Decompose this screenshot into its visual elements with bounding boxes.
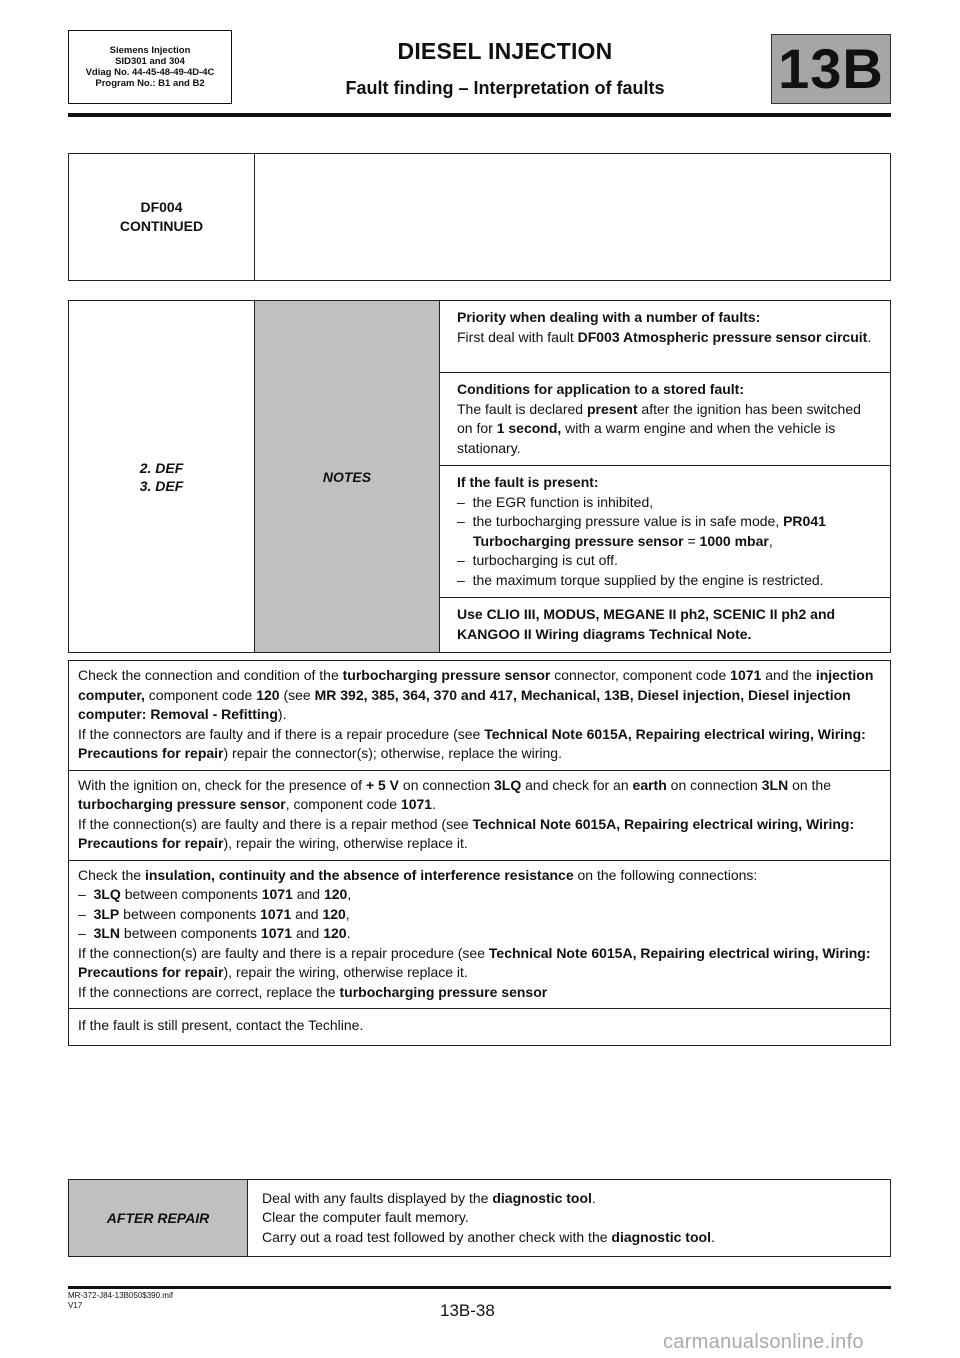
priority-title: Priority when dealing with a number of faults: [457,309,761,325]
step-bold: turbocharging pressure sensor [342,667,551,683]
step-text: With the ignition on, check for the presence of [78,776,366,793]
step-bold: insulation, continuity and the absence of interference resistance [144,866,574,883]
step-bold: 3LQ [494,776,522,793]
connection-item: – 3LN between components 1071 and 120. [78,925,351,941]
notes-table [68,300,891,653]
procedure-table [68,660,891,1046]
component-code: 1071 [260,925,293,941]
page-number: 13B-38 [440,1301,495,1320]
step-text: on connection [666,776,762,793]
step-text: If the connection(s) are faulty and there is a repair method (see [78,815,473,832]
fault-code-table [68,153,891,281]
step-text: between components [120,925,261,941]
item-bold: PR041 Turbocharging pressure sensor [473,513,826,549]
present-item: – the maximum torque supplied by the engine is restricted. [457,571,824,588]
step-text: component code [144,686,257,703]
step-bold: 3LN [761,776,789,793]
present-item: – the turbocharging pressure value is in safe mode, PR041 Turbocharging pressure sensor = 1000 mbar, [457,513,826,549]
notes-label: NOTES [255,301,440,653]
wire-code: 3LN [93,925,121,941]
instruction-bold: diagnostic tool [492,1189,592,1206]
step-text: and [292,886,324,902]
step-text: , [347,886,352,902]
fault-status: CONTINUED [119,218,204,234]
step-text: If the connections are correct, replace the [78,983,340,1000]
step-text: Check the connection and condition of the [78,667,343,683]
step-text: , component code [285,796,401,812]
technical-note-reference: Technical Note 6015A, Repairing electrical wiring, Wiring: Precautions for repair [78,725,866,761]
step-text: on connection [399,776,494,793]
note-text: . [867,328,872,345]
after-repair-table [68,1179,891,1257]
note-text: First deal with fault [457,328,578,345]
procedure-step [69,770,891,860]
technical-note-reference: Technical Note 6015A, Repairing electrical wiring, Wiring: Precautions for repair [78,944,871,980]
step-bold: earth [632,776,667,793]
manual-reference-link: MR 392, 385, 364, 370 and 417, Mechanical, 13B, Diesel injection, Diesel injection computer: Removal - Refitting [78,686,851,722]
component-code: 1071 [261,886,293,902]
watermark: carmanualsonline.info [663,1331,864,1353]
step-text: If the connectors are faulty and if there is a repair procedure (see [78,725,485,742]
procedure-step-techline: If the fault is still present, contact the Techline. [69,1009,891,1046]
step-text: on the following connections: [573,866,758,883]
instruction-text: . [591,1189,596,1206]
step-bold: 1071 [400,796,433,812]
note-text: The fault is declared [457,400,587,417]
step-bold: turbocharging pressure sensor [78,796,286,812]
note-bold: DF003 Atmospheric pressure sensor circuit [577,328,868,345]
procedure-step [69,661,891,771]
fault-present-note [440,466,891,598]
item-bold: 1000 mbar [699,532,769,549]
connection-item: – 3LP between components 1071 and 120, [78,905,350,922]
component-code: 120 [323,886,348,902]
step-text: ). [277,706,287,722]
item-text: turbocharging is cut off. [472,552,618,568]
conditions-title: Conditions for application to a stored fault: [457,381,744,397]
step-bold: 1071 [730,667,762,683]
def-item: 2. DEF [139,459,184,476]
step-text: ), repair the wiring, otherwise replace it. [223,835,468,851]
component-code: 1071 [260,905,292,922]
step-text: Check the [78,866,145,883]
step-text: and [292,925,324,941]
fault-empty-cell [255,154,891,281]
note-text: after the ignition has been switched on for [457,400,861,436]
step-text: connector, component code [550,667,731,683]
step-text: between components [119,905,261,922]
present-title: If the fault is present: [457,474,599,490]
footer-file-info [68,1291,173,1311]
info-line: Program No.: B1 and B2 [95,78,205,89]
note-text: with a warm engine and when the vehicle is stationary. [457,420,836,456]
item-text: the turbocharging pressure value is in safe mode, [472,513,784,529]
step-text: and [291,905,323,922]
page-title: DIESEL INJECTION [397,38,613,64]
def-cell [69,301,255,653]
page-subtitle: Fault finding – Interpretation of faults [345,78,665,98]
item-text: the EGR function is inhibited, [472,493,654,510]
instruction-text: Deal with any faults displayed by the [262,1189,493,1206]
item-text: , [768,532,773,549]
def-item: 3. DEF [139,477,184,494]
wire-code: 3LQ [93,886,121,902]
priority-note [440,301,891,373]
wiring-diagram-note: Use CLIO III, MODUS, MEGANE II ph2, SCENIC II ph2 and KANGOO II Wiring diagrams Technical Note. [440,598,891,653]
procedure-step [69,860,891,1009]
info-line: Siemens Injection [109,45,191,56]
step-bold: + 5 V [365,776,400,793]
step-text: . [346,925,351,941]
footer-divider [68,1286,891,1289]
step-text: If the connection(s) are faulty and there is a repair procedure (see [78,944,489,961]
document-info-box [68,30,232,104]
version: V17 [68,1301,83,1310]
step-text: on the [788,776,832,793]
conditions-note [440,373,891,466]
step-text: and the [761,667,816,683]
technical-note-reference: Technical Note 6015A, Repairing electrical wiring, Wiring: Precautions for repair [78,815,855,851]
instruction-text: . [710,1228,715,1245]
present-item: – the EGR function is inhibited, [457,493,654,510]
item-text: the maximum torque supplied by the engine is restricted. [472,571,824,588]
connection-item: – 3LQ between components 1071 and 120, [78,886,352,902]
step-text: (see [279,686,315,703]
note-bold: 1 second, [496,420,562,436]
item-text: = [683,532,700,549]
after-repair-label: AFTER REPAIR [69,1180,248,1257]
step-bold: injection computer, [78,667,874,703]
instruction-text: Clear the computer fault memory. [262,1209,469,1226]
instruction-bold: diagnostic tool [611,1228,711,1245]
section-code-badge: 13B [771,34,891,104]
step-text: and check for an [521,776,633,793]
info-line: Vdiag No. 44-45-48-49-4D-4C [85,67,215,78]
step-text: ), repair the wiring, otherwise replace it. [223,964,468,980]
fault-code: DF004 [140,199,183,215]
info-line: SID301 and 304 [115,56,185,67]
step-bold: turbocharging pressure sensor [339,983,548,1000]
wire-code: 3LP [93,905,120,922]
fault-code-cell [69,154,255,281]
after-repair-instructions [248,1180,891,1257]
header-divider [68,113,891,117]
instruction-text: Carry out a road test followed by another check with the [262,1228,612,1245]
step-text: , [345,905,350,922]
step-text: . [432,796,436,812]
component-code: 120 [322,905,346,922]
present-item: – turbocharging is cut off. [457,552,618,568]
note-bold: present [586,400,638,417]
step-text: between components [120,886,262,902]
component-code: 120 [323,925,347,941]
step-bold: 120 [256,686,280,703]
step-text: ) repair the connector(s); otherwise, replace the wiring. [223,745,562,761]
source-file: MR-372-J84-13B050$390.mif [68,1291,173,1300]
